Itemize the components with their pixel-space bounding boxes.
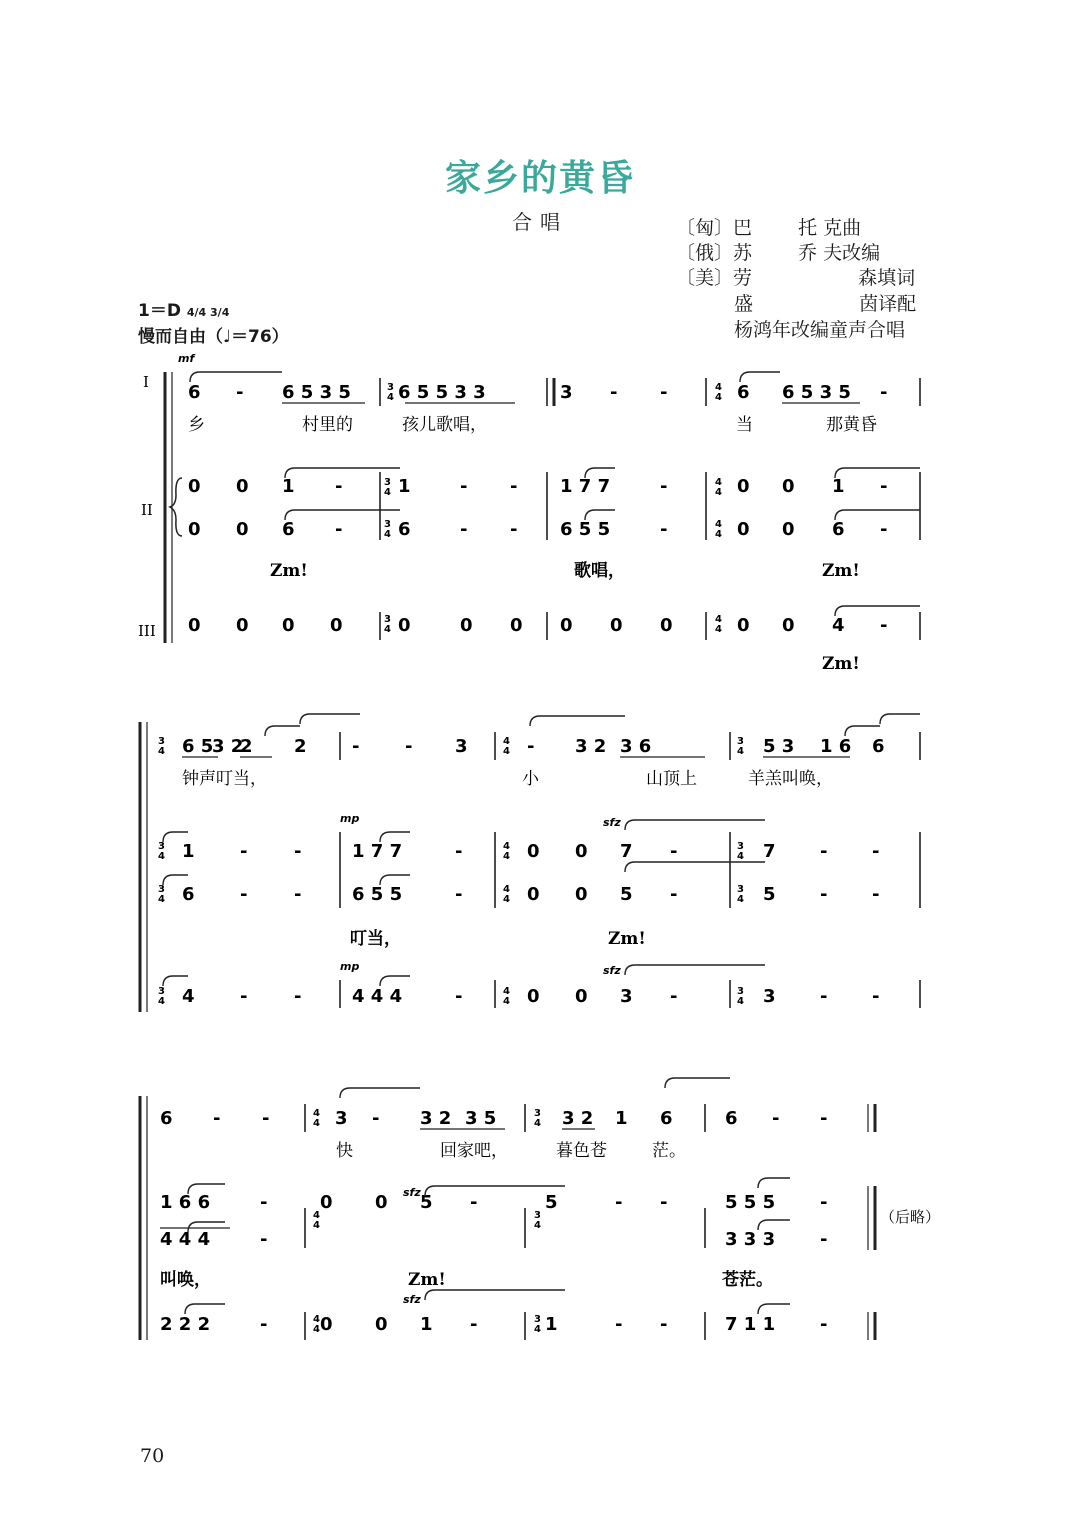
note: 0 (320, 1314, 333, 1335)
note: 6 (737, 382, 750, 403)
note: 1 (615, 1108, 628, 1129)
time-signature: 4/4 3/4 (186, 306, 230, 319)
lyric: 歌唱， (574, 561, 625, 581)
note: 0 (398, 615, 411, 636)
note: - (820, 1192, 828, 1213)
tie-slur (340, 1088, 420, 1098)
page-number: 70 (140, 1445, 165, 1467)
note: 3 2 (420, 1108, 452, 1129)
tie-slur (185, 1304, 225, 1314)
note: - (820, 1108, 828, 1129)
tie-slur (880, 714, 920, 724)
tie-slur (625, 965, 765, 975)
time-sig-bottom: 4 (534, 1220, 541, 1231)
credit-rest: 森填词 (858, 267, 916, 289)
tie-slur (265, 726, 300, 736)
note: - (260, 1229, 268, 1250)
lyric: 孩儿歌唱， (402, 415, 487, 435)
time-sig-bottom: 4 (313, 1324, 320, 1335)
note: 6 (660, 1108, 673, 1129)
note: - (335, 519, 343, 540)
time-sig-top: 3 (158, 841, 165, 852)
note: 6 5 5 3 3 (398, 382, 486, 403)
lyric: 叮当， (350, 929, 401, 949)
note: - (880, 615, 888, 636)
note: 5 (545, 1192, 558, 1213)
lyric: 钟声叮当， (182, 769, 267, 789)
note: 4 4 4 (352, 986, 403, 1007)
note: 6 (188, 382, 201, 403)
note: - (240, 841, 248, 862)
time-sig-bottom: 4 (534, 1118, 541, 1129)
note: 3 2 (562, 1108, 594, 1129)
time-sig-bottom: 4 (503, 851, 510, 862)
note: 6 (398, 519, 411, 540)
note: - (405, 736, 413, 757)
time-sig-top: 3 (387, 382, 394, 393)
note: - (872, 841, 880, 862)
note: 0 (560, 615, 573, 636)
tie-slur (425, 1290, 565, 1300)
time-sig-top: 4 (503, 736, 510, 747)
note: - (670, 884, 678, 905)
note: 1 (832, 476, 845, 497)
note: 0 (375, 1314, 388, 1335)
note: 0 (188, 476, 201, 497)
dynamic-mark: sfz (603, 964, 621, 977)
note: - (335, 476, 343, 497)
note: - (660, 382, 668, 403)
note: - (260, 1314, 268, 1335)
dynamic-mark: mp (340, 960, 360, 973)
note: 6 5 (182, 736, 214, 757)
time-sig-top: 3 (737, 884, 744, 895)
voice-label: III (138, 622, 156, 640)
note: 6 5 5 (560, 519, 611, 540)
time-sig-bottom: 4 (737, 894, 744, 905)
time-sig-top: 3 (737, 736, 744, 747)
tie-slur (300, 714, 360, 724)
time-sig-bottom: 4 (387, 392, 394, 403)
note: - (527, 736, 535, 757)
time-sig-top: 3 (737, 986, 744, 997)
time-sig-bottom: 4 (158, 851, 165, 862)
lyric: 叫唤， (160, 1270, 211, 1290)
time-sig-top: 4 (503, 986, 510, 997)
note: 0 (282, 615, 295, 636)
lyric: Zm! (270, 561, 308, 581)
lyric: 苍茫。 (722, 1270, 773, 1290)
time-sig-top: 3 (158, 884, 165, 895)
credit-tag: 〔匈〕巴 (676, 217, 753, 239)
note: 0 (610, 615, 623, 636)
tie-slur (163, 976, 188, 986)
time-sig-bottom: 4 (715, 529, 722, 540)
lyric: 那黄昏 (826, 415, 877, 435)
note: 6 (160, 1108, 173, 1129)
note: 0 (575, 841, 588, 862)
note: - (615, 1314, 623, 1335)
note: 6 (872, 736, 885, 757)
note: - (772, 1108, 780, 1129)
time-sig-top: 3 (534, 1210, 541, 1221)
time-sig-bottom: 4 (503, 746, 510, 757)
note: 6 (725, 1108, 738, 1129)
voice-label: II (141, 501, 153, 519)
note: - (660, 519, 668, 540)
note: 3 6 (620, 736, 652, 757)
note: 3 2 (575, 736, 607, 757)
dynamic-mark: sfz (403, 1293, 421, 1306)
tie-slur (380, 976, 410, 986)
note: - (455, 986, 463, 1007)
note: - (880, 382, 888, 403)
dynamic-mark: mf (178, 352, 195, 365)
note: - (240, 986, 248, 1007)
lyric: Zm! (608, 929, 646, 949)
note: - (240, 884, 248, 905)
note: 3 (763, 986, 776, 1007)
note: 0 (782, 519, 795, 540)
time-sig-bottom: 4 (503, 894, 510, 905)
tie-slur (740, 372, 780, 382)
note: - (660, 1314, 668, 1335)
note: - (660, 1192, 668, 1213)
time-sig-top: 4 (715, 382, 722, 393)
time-sig-top: 3 (158, 736, 165, 747)
note: - (236, 382, 244, 403)
credit-tag: 〔美〕劳 (676, 267, 753, 289)
note: 5 (420, 1192, 433, 1213)
note: - (820, 986, 828, 1007)
note: 6 5 5 (352, 884, 403, 905)
note: 1 (420, 1314, 433, 1335)
tie-slur (665, 1078, 730, 1088)
note: 1 7 7 (560, 476, 611, 497)
note: 0 (188, 615, 201, 636)
dynamic-mark: mp (340, 812, 360, 825)
note: - (660, 476, 668, 497)
note: - (615, 1192, 623, 1213)
note: - (820, 1314, 828, 1335)
note: 0 (188, 519, 201, 540)
system-1 (138, 352, 920, 674)
note: 1 6 (820, 736, 852, 757)
time-sig-bottom: 4 (158, 996, 165, 1007)
note: 3 (335, 1108, 348, 1129)
time-sig-bottom: 4 (503, 996, 510, 1007)
note: 3 2 (212, 736, 244, 757)
lyric: 乡 (188, 415, 205, 435)
note: - (820, 841, 828, 862)
note: - (372, 1108, 380, 1129)
time-sig-top: 3 (384, 614, 391, 625)
note: - (470, 1192, 478, 1213)
time-sig-bottom: 4 (158, 894, 165, 905)
note: 0 (236, 615, 249, 636)
time-sig-top: 4 (715, 519, 722, 530)
time-sig-bottom: 4 (715, 624, 722, 635)
note: 5 (620, 884, 633, 905)
time-sig-bottom: 4 (715, 392, 722, 403)
note: - (470, 1314, 478, 1335)
note: 4 (182, 986, 195, 1007)
note: 4 4 4 (160, 1229, 211, 1250)
time-sig-bottom: 4 (737, 746, 744, 757)
tie-slur (530, 716, 625, 726)
note: 1 7 7 (352, 841, 403, 862)
note: 1 (545, 1314, 558, 1335)
time-sig-top: 3 (534, 1314, 541, 1325)
time-sig-top: 3 (534, 1108, 541, 1119)
tie-slur (835, 606, 920, 616)
lyric: 回家吧， (440, 1141, 508, 1161)
note: 7 (620, 841, 633, 862)
note: 2 (240, 736, 253, 757)
lyric: Zm! (822, 654, 860, 674)
tie-slur (845, 726, 880, 736)
note: - (294, 884, 302, 905)
note: 7 (763, 841, 776, 862)
tie-slur (285, 510, 400, 520)
note: 1 6 6 (160, 1192, 211, 1213)
note: 0 (527, 884, 540, 905)
note: 3 5 (465, 1108, 497, 1129)
note: 0 (782, 476, 795, 497)
time-sig-top: 3 (158, 986, 165, 997)
lyric: 暮色苍 (556, 1141, 607, 1161)
time-sig-bottom: 4 (534, 1324, 541, 1335)
credit-rest: 杨鸿年改编童声合唱 (734, 319, 906, 341)
note: - (820, 884, 828, 905)
note: - (510, 519, 518, 540)
time-sig-top: 4 (715, 614, 722, 625)
note: - (455, 841, 463, 862)
note: - (460, 519, 468, 540)
note: - (610, 382, 618, 403)
note: 1 (282, 476, 295, 497)
note: 2 2 2 (160, 1314, 211, 1335)
note: - (460, 476, 468, 497)
time-sig-top: 4 (313, 1108, 320, 1119)
tie-slur (625, 820, 765, 830)
lyric: Zm! (408, 1270, 446, 1290)
lyric: 小 (522, 769, 539, 789)
note: 1 (182, 841, 195, 862)
note: 7 1 1 (725, 1314, 776, 1335)
lyric: 山顶上 (646, 769, 697, 789)
credit-rest: 茵译配 (859, 293, 917, 315)
note: 6 5 3 5 (782, 382, 851, 403)
time-sig-bottom: 4 (737, 851, 744, 862)
note: - (872, 986, 880, 1007)
lyric: 村里的 (302, 415, 353, 435)
note: - (294, 841, 302, 862)
subtitle: 合唱 (512, 210, 568, 234)
note: 5 5 5 (725, 1192, 776, 1213)
note: 0 (236, 519, 249, 540)
system-3 (140, 1078, 940, 1340)
note: 0 (575, 884, 588, 905)
time-sig-top: 3 (384, 519, 391, 530)
note: - (213, 1108, 221, 1129)
note: 0 (737, 476, 750, 497)
lyric: Zm! (822, 561, 860, 581)
note: - (352, 736, 360, 757)
note: - (670, 986, 678, 1007)
note: - (510, 476, 518, 497)
credit-rest: 乔 夫改编 (798, 242, 881, 264)
note: - (872, 884, 880, 905)
note: - (455, 884, 463, 905)
tie-slur (425, 1186, 565, 1196)
note: 0 (510, 615, 523, 636)
note: 0 (460, 615, 473, 636)
time-sig-bottom: 4 (715, 487, 722, 498)
tie-slur (835, 510, 920, 520)
dynamic-mark: sfz (603, 816, 621, 829)
note: 0 (660, 615, 673, 636)
note: 3 3 3 (725, 1229, 776, 1250)
note: 0 (320, 1192, 333, 1213)
note: 6 (282, 519, 295, 540)
note: 3 (560, 382, 573, 403)
time-sig-top: 4 (313, 1314, 320, 1325)
note: - (262, 1108, 270, 1129)
note: - (670, 841, 678, 862)
note: - (880, 519, 888, 540)
note: 0 (782, 615, 795, 636)
note: 0 (575, 986, 588, 1007)
note: 6 (832, 519, 845, 540)
time-sig-top: 4 (715, 477, 722, 488)
time-sig-bottom: 4 (313, 1220, 320, 1231)
note: 0 (527, 841, 540, 862)
note: 1 (398, 476, 411, 497)
note: - (820, 1229, 828, 1250)
time-sig-bottom: 4 (384, 624, 391, 635)
note: 0 (737, 519, 750, 540)
note: - (294, 986, 302, 1007)
time-sig-bottom: 4 (384, 487, 391, 498)
note: 6 5 3 5 (282, 382, 351, 403)
note: 5 3 (763, 736, 795, 757)
note: 4 (832, 615, 845, 636)
credit-rest: 托 克曲 (798, 217, 862, 239)
tempo-marking: 慢而自由（♩＝76） (138, 327, 289, 347)
dynamic-mark: sfz (403, 1186, 421, 1199)
lyric: 羊羔叫唤， (748, 769, 833, 789)
lyric: 当 (736, 415, 753, 435)
time-sig-top: 4 (503, 884, 510, 895)
note: - (880, 476, 888, 497)
key-label: 1＝D (138, 301, 181, 321)
time-sig-top: 3 (384, 477, 391, 488)
tie-slur (835, 468, 920, 478)
song-title: 家乡的黄昏 (444, 157, 635, 199)
tie-slur (190, 372, 282, 382)
time-sig-bottom: 4 (737, 996, 744, 1007)
credit-tag: 〔俄〕苏 (676, 242, 753, 264)
note: 0 (375, 1192, 388, 1213)
note: 5 (763, 884, 776, 905)
time-sig-bottom: 4 (313, 1118, 320, 1129)
tie-slur (285, 468, 400, 478)
system-2 (140, 714, 920, 1012)
note: 3 (455, 736, 468, 757)
tie-slur (758, 1178, 790, 1188)
note: 0 (330, 615, 343, 636)
time-sig-top: 4 (313, 1210, 320, 1221)
lyric: 茫。 (652, 1141, 686, 1161)
time-sig-bottom: 4 (384, 529, 391, 540)
end-note: （后略） (880, 1208, 941, 1226)
note: 0 (527, 986, 540, 1007)
note: 0 (236, 476, 249, 497)
time-sig-top: 4 (503, 841, 510, 852)
credit-tag: 盛 (734, 293, 754, 315)
time-sig-top: 3 (737, 841, 744, 852)
note: 2 (294, 736, 307, 757)
lyric: 快 (336, 1141, 353, 1161)
time-sig-bottom: 4 (158, 746, 165, 757)
tie-slur (758, 1304, 790, 1314)
note: 3 (620, 986, 633, 1007)
note: 0 (737, 615, 750, 636)
note: - (260, 1192, 268, 1213)
voice-label: I (143, 373, 149, 391)
tie-slur (625, 862, 765, 872)
note: 6 (182, 884, 195, 905)
